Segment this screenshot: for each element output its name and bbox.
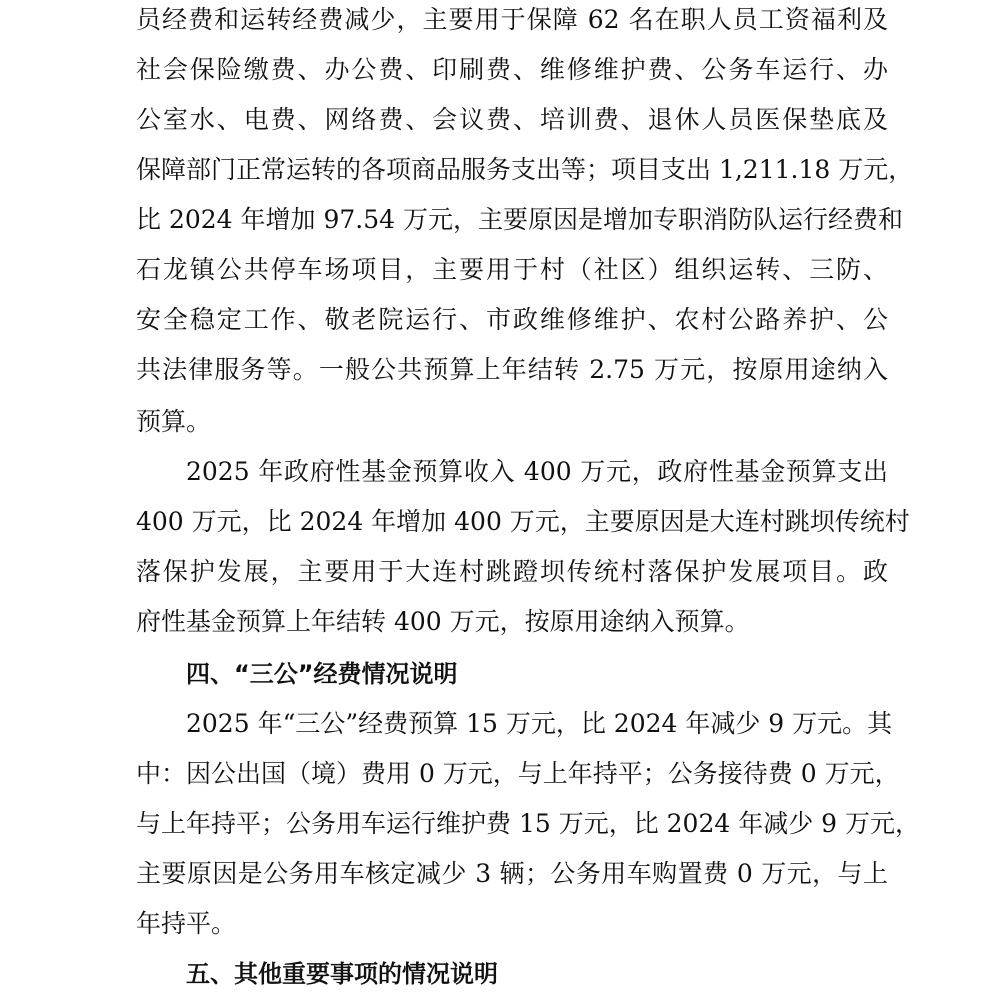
paragraph-2-line-1: 2025 年政府性基金预算收入 400 万元，政府性基金预算支出 [186,457,888,486]
paragraph-2-line-4: 府性基金预算上年结转 400 万元，按原用途纳入预算。 [136,607,750,636]
paragraph-1-line-8: 共法律服务等。一般公共预算上年结转 2.75 万元，按原用途纳入 [136,355,888,384]
paragraph-1-line-3: 公室水、电费、网络费、会议费、培训费、退休人员医保垫底及 [136,105,888,134]
paragraph-3-line-1: 2025 年“三公”经费预算 15 万元，比 2024 年减少 9 万元。其 [186,709,893,738]
section-heading-5: 五、其他重要事项的情况说明 [186,960,498,988]
paragraph-1-line-4: 保障部门正常运转的各项商品服务支出等；项目支出 1,211.18 万元， [136,155,914,184]
paragraph-1-line-5: 比 2024 年增加 97.54 万元，主要原因是增加专职消防队运行经费和 [136,205,903,234]
paragraph-1-line-6: 石龙镇公共停车场项目，主要用于村（社区）组织运转、三防、 [136,255,888,284]
paragraph-3-line-4: 主要原因是公务用车核定减少 3 辆；公务用车购置费 0 万元，与上 [136,859,888,888]
paragraph-3-line-3: 与上年持平；公务用车运行维护费 15 万元，比 2024 年减少 9 万元， [136,809,921,838]
paragraph-1-line-1: 员经费和运转经费减少，主要用于保障 62 名在职人员工资福利及 [136,5,888,34]
paragraph-1-line-7: 安全稳定工作、敬老院运行、市政维修维护、农村公路养护、公 [136,305,888,334]
section-heading-4: 四、“三公”经费情况说明 [186,660,458,688]
paragraph-1-line-2: 社会保险缴费、办公费、印刷费、维修维护费、公务车运行、办 [136,55,888,84]
paragraph-1-line-9: 预算。 [136,407,212,436]
paragraph-3-line-2: 中：因公出国（境）费用 0 万元，与上年持平；公务接待费 0 万元， [136,759,900,788]
paragraph-3-line-5: 年持平。 [136,909,237,938]
paragraph-2-line-3: 落保护发展，主要用于大连村跳蹬坝传统村落保护发展项目。政 [136,557,888,586]
paragraph-2-line-2: 400 万元，比 2024 年增加 400 万元，主要原因是大连村跳坝传统村 [136,507,910,536]
